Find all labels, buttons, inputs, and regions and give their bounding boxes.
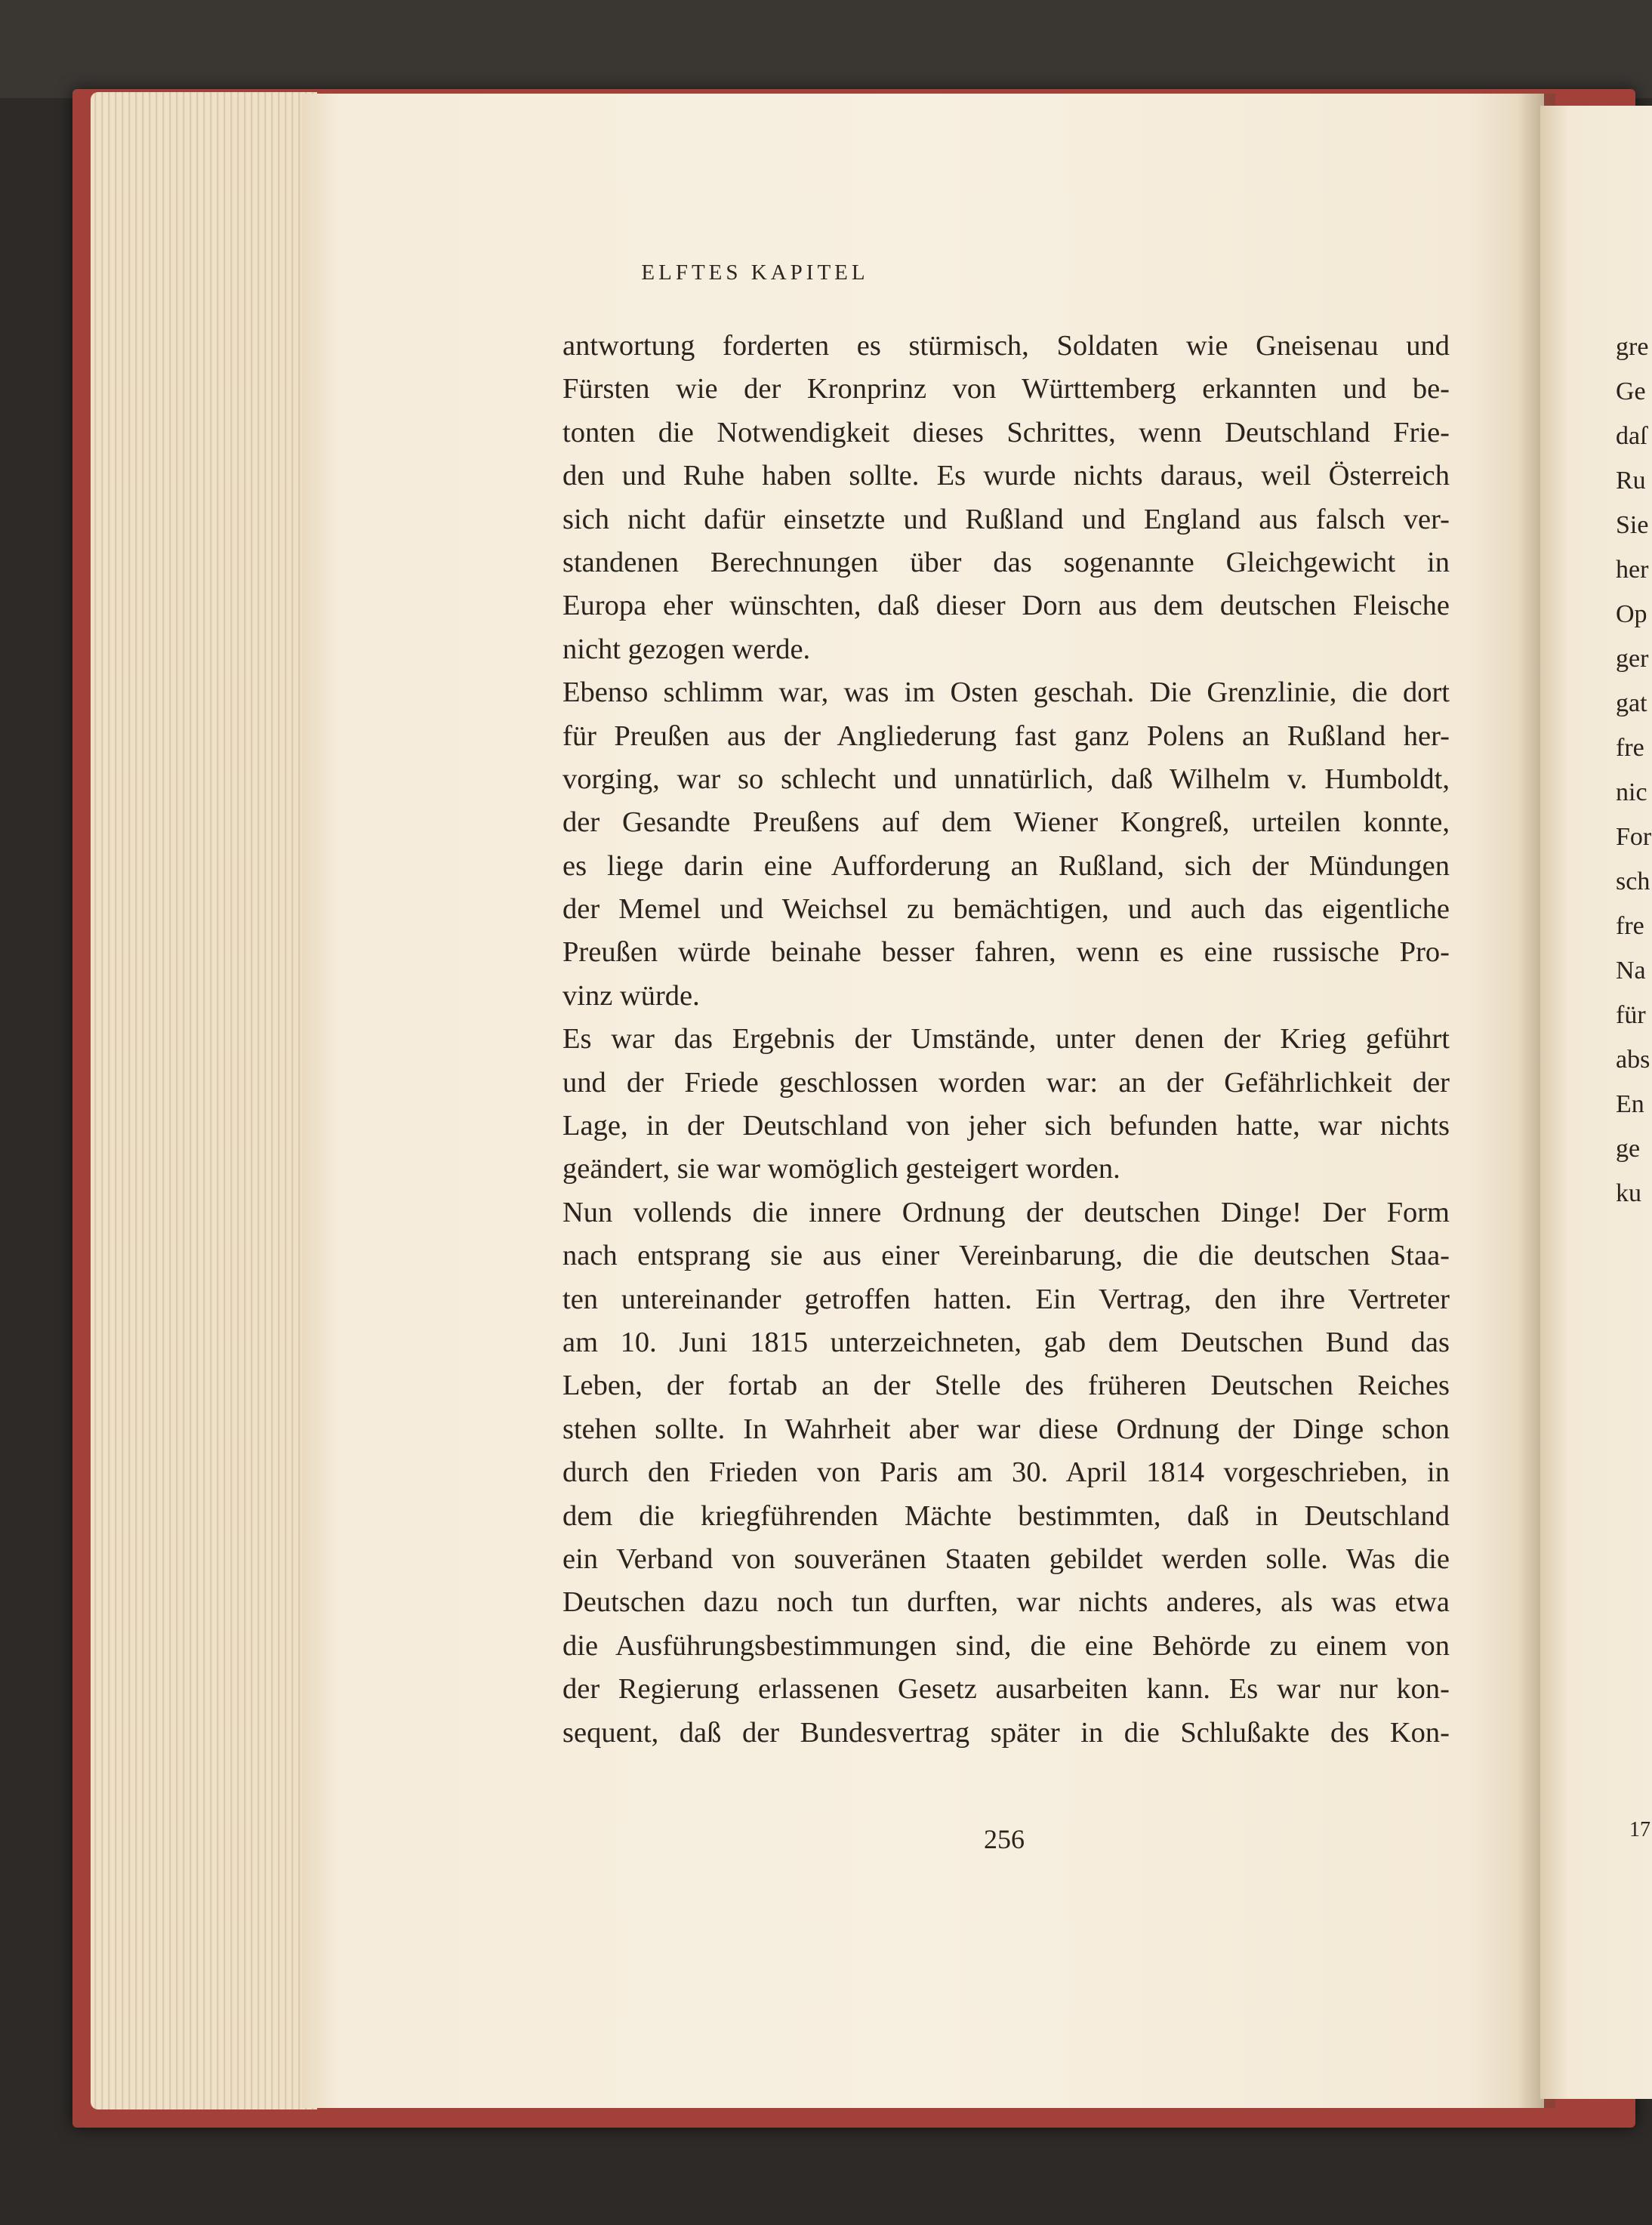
text-line: es liege darin eine Aufforderung an Rußland, sich der Mündungen [562, 849, 1450, 882]
text-line: für Preußen aus der Angliederung fast ganz Polens an Rußland her- [562, 720, 1450, 752]
facing-line: fre [1616, 734, 1644, 762]
facing-line: nic [1616, 778, 1647, 806]
text-line: vinz würde. [562, 979, 700, 1012]
text-line: Preußen würde beinahe besser fahren, wenn es eine russische Pro- [562, 936, 1450, 969]
facing-line: gre [1616, 333, 1649, 361]
text-line: ten untereinander getroffen hatten. Ein Vertrag, den ihre Vertreter [562, 1283, 1450, 1315]
text-line: Nun vollends die innere Ordnung der deutschen Dinge! Der Form [562, 1196, 1450, 1228]
facing-line: For [1616, 823, 1652, 851]
text-line: Es war das Ergebnis der Umstände, unter denen der Krieg geführt [562, 1023, 1450, 1055]
text-line: Fürsten wie der Kronprinz von Württemberg erkannten und be- [562, 373, 1450, 405]
text-line: stehen sollte. In Wahrheit aber war diese Ordnung der Dinge schon [562, 1413, 1450, 1445]
text-line: die Ausführungsbestimmungen sind, die eine Behörde zu einem von [562, 1629, 1450, 1662]
text-line: der Memel und Weichsel zu bemächtigen, und auch das eigentliche [562, 893, 1450, 926]
text-line: Lage, in der Deutschland von jeher sich befunden hatte, war nichts [562, 1110, 1450, 1142]
text-line: Ebenso schlimm war, was im Osten geschah. Die Grenzlinie, die dort [562, 676, 1450, 709]
facing-line: Ru [1616, 467, 1646, 495]
text-line: Europa eher wünschten, daß dieser Dorn aus dem deutschen Fleische [562, 590, 1450, 622]
text-line: antwortung forderten es stürmisch, Soldaten wie Gneisenau und [562, 330, 1450, 362]
facing-line: Na [1616, 957, 1646, 985]
facing-line: Op [1616, 600, 1647, 628]
text-line: nach entsprang sie aus einer Vereinbarung, die die deutschen Staa- [562, 1240, 1450, 1272]
facing-line: für [1616, 1001, 1646, 1029]
facing-page-number: 17 [1629, 1818, 1650, 1841]
facing-line: daſ [1616, 422, 1647, 450]
text-line: tonten die Notwendigkeit dieses Schrittes, wenn Deutschland Frie- [562, 416, 1450, 448]
text-line: Leben, der fortab an der Stelle des früheren Deutschen Reiches [562, 1370, 1450, 1402]
text-line: der Regierung erlassenen Gesetz ausarbeiten kann. Es war nur kon- [562, 1673, 1450, 1706]
facing-line: fre [1616, 912, 1644, 940]
text-line: standenen Berechnungen über das sogenannte Gleichgewicht in [562, 546, 1450, 578]
facing-page-text [1616, 325, 1652, 1216]
running-head: ELFTES KAPITEL [641, 260, 869, 285]
text-line: und der Friede geschlossen worden war: an der Gefährlichkeit der [562, 1066, 1450, 1099]
facing-line: Sie [1616, 511, 1649, 539]
facing-line: ge [1616, 1135, 1641, 1163]
page-number: 256 [984, 1824, 1025, 1854]
text-line: geändert, sie war womöglich gesteigert worden. [562, 1153, 1120, 1185]
facing-line: her [1616, 556, 1649, 584]
text-line: durch den Frieden von Paris am 30. April 1814 vorgeschrieben, in [562, 1456, 1450, 1489]
body-text [562, 325, 1450, 1755]
text-line: nicht gezogen werde. [562, 633, 811, 665]
facing-line: Ge [1616, 378, 1646, 405]
facing-line: En [1616, 1090, 1644, 1118]
text-line: sequent, daß der Bundesvertrag später in die Schlußakte des Kon- [562, 1716, 1450, 1749]
text-line: sich nicht dafür einsetzte und Rußland und England aus falsch ver- [562, 503, 1450, 535]
facing-line: ku [1616, 1179, 1641, 1207]
text-line: Deutschen dazu noch tun durften, war nichts anderes, als was etwa [562, 1586, 1450, 1619]
facing-line: gat [1616, 689, 1647, 717]
text-line: dem die kriegführenden Mächte bestimmten, daß in Deutschland [562, 1499, 1450, 1532]
text-line: den und Ruhe haben sollte. Es wurde nichts daraus, weil Österreich [562, 460, 1450, 492]
page-edges [91, 92, 317, 2109]
text-line: am 10. Juni 1815 unterzeichneten, gab dem Deutschen Bund das [562, 1326, 1450, 1358]
background [0, 0, 1652, 98]
facing-line: ger [1616, 645, 1649, 673]
text-line: ein Verband von souveränen Staaten gebildet werden solle. Was die [562, 1542, 1450, 1575]
text-line: der Gesandte Preußens auf dem Wiener Kongreß, urteilen konnte, [562, 806, 1450, 839]
facing-line: sch [1616, 868, 1650, 895]
text-line: vorging, war so schlecht und unnatürlich, daß Wilhelm v. Humboldt, [562, 763, 1450, 795]
facing-line: abs [1616, 1046, 1650, 1074]
